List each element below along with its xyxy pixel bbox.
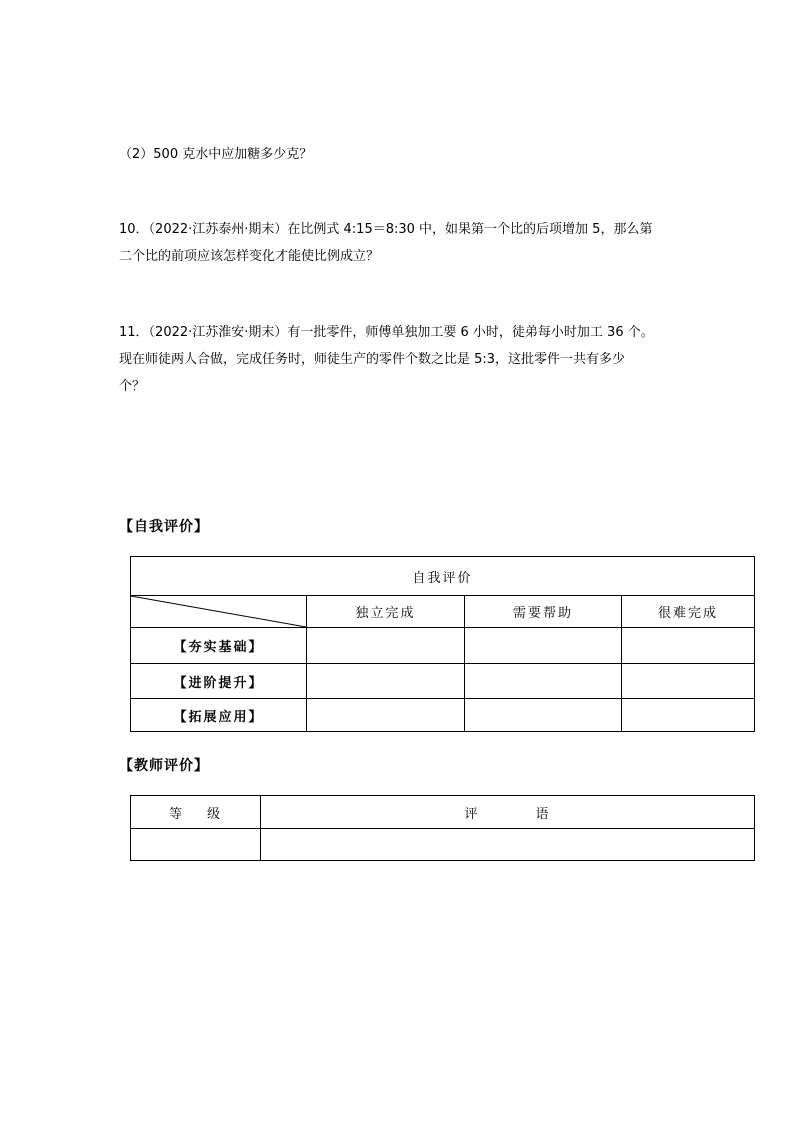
row-label-extension: 【拓展应用】	[131, 699, 307, 732]
teacher-eval-table	[130, 795, 755, 861]
question-11-line-2: 现在师徒两人合做，完成任务时，师徒生产的零件个数之比是 5:3，这批零件一共有多少	[119, 352, 626, 367]
check-cell[interactable]	[465, 699, 622, 732]
column-header-need-help: 需要帮助	[465, 596, 622, 628]
check-cell[interactable]	[307, 664, 465, 699]
check-cell[interactable]	[465, 664, 622, 699]
check-cell[interactable]	[307, 699, 465, 732]
grade-header-char-1: 等	[169, 806, 185, 822]
comment-header-char-1: 评	[464, 806, 480, 822]
check-cell[interactable]	[465, 628, 622, 664]
grade-cell[interactable]	[131, 829, 261, 861]
column-header-independent: 独立完成	[307, 596, 465, 628]
self-eval-table-title: 自我评价	[131, 557, 755, 596]
question-9-part-2: （2）500 克水中应加糖多少克？	[119, 147, 313, 162]
check-cell[interactable]	[622, 628, 755, 664]
self-eval-table	[130, 556, 755, 732]
diagonal-line	[131, 596, 306, 627]
grade-header-char-2: 级	[206, 806, 222, 822]
self-eval-heading: 【自我评价】	[119, 519, 209, 535]
check-cell[interactable]	[622, 664, 755, 699]
comment-header-char-2: 语	[535, 806, 551, 822]
question-10-line-1: 10．（2022·江苏泰州·期末）在比例式 4:15＝8:30 中，如果第一个比的后项增加 5，那么第	[119, 222, 653, 237]
row-label-foundation: 【夯实基础】	[131, 628, 307, 664]
question-11-line-3: 个？	[119, 379, 146, 394]
question-10-line-2: 二个比的前项应该怎样变化才能使比例成立？	[119, 249, 380, 264]
row-label-advanced: 【进阶提升】	[131, 664, 307, 699]
grade-header	[131, 796, 261, 829]
check-cell[interactable]	[622, 699, 755, 732]
column-header-difficult: 很难完成	[622, 596, 755, 628]
comment-cell[interactable]	[261, 829, 755, 861]
teacher-eval-heading: 【教师评价】	[119, 758, 209, 774]
check-cell[interactable]	[307, 628, 465, 664]
diagonal-header-cell	[131, 596, 307, 628]
question-11-line-1: 11．（2022·江苏淮安·期末）有一批零件，师傅单独加工要 6 小时，徒弟每小时加工 36 个。	[119, 325, 654, 340]
comment-header	[261, 796, 755, 829]
